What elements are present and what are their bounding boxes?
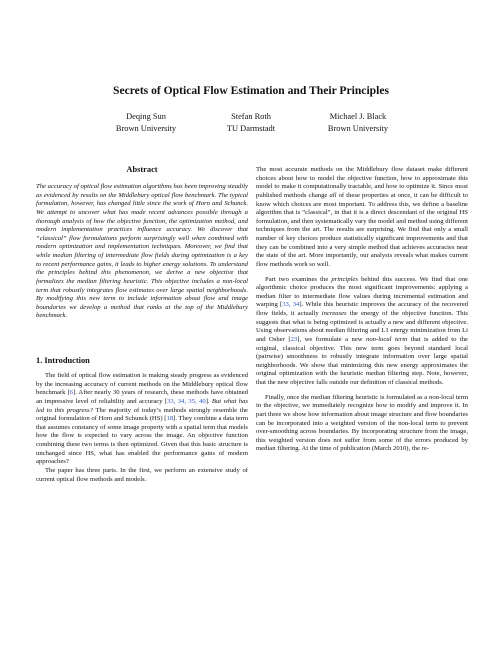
emphasis-text: all [329,191,337,199]
text-run: ], we formulate a new [297,335,367,343]
author-name: Stefan Roth [231,112,271,121]
emphasis-text: increases [321,310,347,317]
right-column [256,166,468,454]
right-paragraph-2 [256,276,468,388]
emphasis-text: But what has led to this progress? [36,397,248,414]
author-affiliation: TU Darmstadt [226,124,276,133]
text-run: the energy of the objective function. This suggests that what is being optimized is actually a new and different objective. Using observations about median filtering and L1 energy minimization from Li and Osher [ [256,310,468,343]
text-run: ]. [205,397,212,405]
intro-paragraph-1 [36,372,248,467]
text-run: behind this success. We find that one algorithmic choice produces the most significant improvements: applying a median filter to intermediate flow values during incremental estimation and warping [ [256,275,468,309]
right-paragraph-3: Finally, once the median filtering heuristic is formulated as a non-local term in the objective, we immediately recognize how to modify and improve it. In part three we show how information about image structure and flow boundaries can be incorporated into a weighted version of the non-local term to prevent over-smoothing across boundaries. By incorporating structure from the image, this weighted version does not suffer from some of the errors produced by median filtering. At the time of publication (March 2010), the re- [256,393,468,453]
author-2 [196,111,306,135]
emphasis-text: principles [331,275,358,283]
right-paragraph-1 [256,166,468,270]
citation-link[interactable]: 18 [166,415,174,423]
author-name: Michael J. Black [329,112,387,121]
emphasis-text: non-local term [366,335,408,343]
author-name: Deqing Sun [126,112,166,121]
text-run: The field of optical flow estimation is making steady progress as evidenced by the increasing accuracy of current methods on the Middlebury optical flow benchmark [ [36,372,248,397]
text-run: ]. While this heuristic improves the accuracy of the recovered flow fields, it actually [256,301,468,317]
author-affiliation: Brown University [115,124,177,133]
citation-link[interactable]: 6 [69,389,73,397]
text-run: that is added to the original, classical objective. This new term goes beyond standard local (pairwise) smoothness to robustly integrate information over large spatial neighborhoods. We show that minimizing this new energy approximates the original optimization with the heuristic median filtering step. Note, however, that the new objective falls outside our definition of classical methods. [256,335,468,386]
author-1 [91,111,201,135]
author-3 [303,111,413,135]
text-run: of these properties at once, it can be difficult to know which choices are most important. To address this, we define a baseline algorithm that is “classical”, in that it is a direct descendant of the original HS formulation, and then systematically vary the model and method using different techniques from the art. The results are surprising. We find that only a small number of key choices produce statistically significant improvements and that they can be combined into a very simple method that achieves accuracies near the state of the art. More importantly, our analysis reveals what makes current flow methods work so well. [256,191,468,268]
abstract-heading: Abstract [126,165,158,174]
text-run: Part two examines the [265,275,332,283]
citation-link[interactable]: 23 [290,335,298,343]
abstract-text: The accuracy of optical flow estimation algorithms has been improving steadily as evidenced by results on the Middlebury optical flow benchmark. The typical formulation, however, has changed little since the work of Horn and Schunck. We attempt to uncover what has made recent advances possible through a thorough analysis of how the objective function, the optimization method, and modern implementation practices influence accuracy. We discover that “classical” flow formulations perform surprisingly well when combined with modern optimization and implementation techniques. Moreover, we find that while median filtering of intermediate flow fields during optimization is a key to recent performance gains, it leads to higher energy solutions. To understand the principles behind this phenomenon, we derive a new objective that formalizes the median filtering heuristic. This objective includes a non-local term that robustly integrates flow estimates over large spatial neighborhoods. By modifying this new term to include information about flow and image boundaries we develop a method that ranks at the top of the Middlebury benchmark. [36,183,248,320]
text-run: The most accurate methods on the Middlebury flow dataset make different choices about how to model the objective function, how to approximate this model to make it computationally tractable, and how to optimize it. Since most published methods change [256,166,468,199]
section-heading: 1. Introduction [36,356,90,365]
intro-column [36,372,248,484]
paper-title: Secrets of Optical Flow Estimation and Their Principles [113,84,389,97]
text-run: ]. They combine a data term that assumes constancy of some image property with a spatial term that models how the flow is expected to vary across the image. An objective function combining these two terms is then optimized. Given that this basic structure is unchanged since HS, what has enabled the performance gains of modern approaches? [36,415,248,466]
author-affiliation: Brown University [327,124,389,133]
citation-link[interactable]: 33, 34 [282,301,300,309]
intro-paragraph-2: The paper has three parts. In the first, we perform an extensive study of current optical flow methods and models. [36,466,248,483]
citation-link[interactable]: 33, 34, 35, 40 [167,397,206,405]
text-run: ]. After nearly 30 years of research, these methods have obtained an impressive level of reliability and accuracy [ [36,389,249,405]
text-run: The majority of today’s methods strongly resemble the original formulation of Horn and Schunck (HS) [ [36,406,248,423]
